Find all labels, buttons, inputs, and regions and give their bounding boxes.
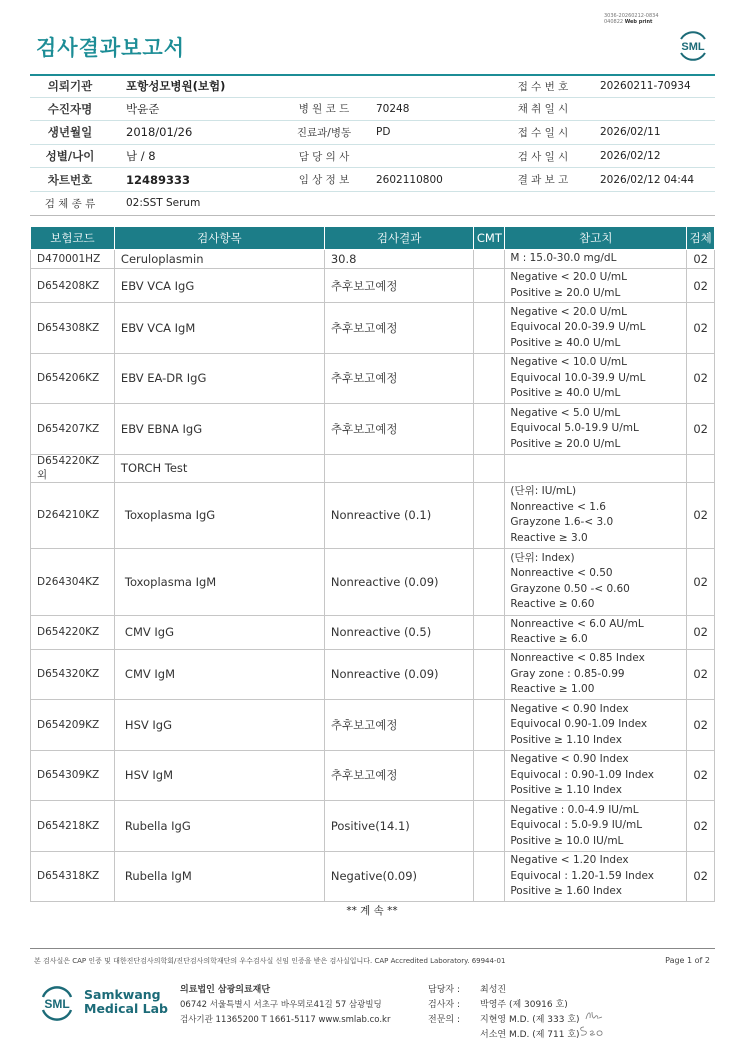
accreditation-note: 본 검사실은 CAP 인증 및 대한진단검사의학회/진단검사의학재단의 우수검사실 신임 인증을 받은 검사실입니다. CAP Accredited Laboratory. 69944-01 (34, 957, 506, 965)
hospital-value: 포항성모병원(보험) (126, 79, 226, 94)
test-date-label: 검 사 일 시 (517, 150, 569, 163)
code: D264210KZ (31, 482, 115, 549)
clinical-value: 2602110800 (376, 173, 443, 186)
test-item: CMV IgG (114, 615, 324, 649)
report-label: 결 과 보 고 (517, 174, 569, 187)
brand-line2: Medical Lab (84, 1001, 168, 1016)
reference-line: Equivocal 5.0-19.9 U/mL (510, 422, 639, 434)
code: D654320KZ (31, 649, 115, 700)
test-item: EBV EBNA IgG (114, 404, 324, 455)
svg-text:SML: SML (681, 41, 705, 53)
specimen-code: 02 (687, 851, 715, 902)
reference-range (505, 750, 687, 801)
print-code-line1: 3036-20260212-0834 (604, 13, 659, 19)
test-item: TORCH Test (114, 454, 324, 482)
print-code (604, 13, 659, 25)
dob-label: 생년월일 (47, 125, 93, 140)
cmt-cell (474, 303, 505, 354)
chart-no-value: 12489333 (126, 172, 191, 187)
hosp-code-value: 70248 (376, 102, 410, 115)
table-row (31, 303, 715, 354)
reference-line: Equivocal : 0.90-1.09 Index (510, 768, 654, 781)
test-item: Ceruloplasmin (114, 250, 324, 269)
page-number: Page 1 of 2 (665, 956, 710, 965)
reference-line: Equivocal : 5.0-9.9 IU/mL (510, 819, 643, 831)
code: D654220KZ (31, 615, 115, 649)
receipt-date-value: 2026/02/11 (600, 126, 661, 139)
reference-line: Nonreactive < 1.6 (510, 500, 606, 513)
report-value: 2026/02/12 04:44 (600, 173, 695, 186)
cmt-cell (474, 454, 505, 482)
code: D264304KZ (31, 549, 115, 616)
specimen-code: 02 (687, 615, 715, 649)
manager-line: 담당자 : 최성진 (428, 985, 507, 995)
org-address: 06742 서울특별시 서초구 바우뫼로41길 57 삼광빌딩 (180, 1000, 382, 1010)
test-item: Toxoplasma IgM (114, 549, 324, 616)
info-row-4 (30, 145, 715, 169)
table-row (31, 250, 715, 269)
print-code-line2: 040822 Web print (604, 19, 653, 25)
reference-line: M : 15.0-30.0 mg/dL (510, 252, 617, 265)
code: D654209KZ (31, 700, 115, 751)
table-row (31, 750, 715, 801)
brand-line1: Samkwang (84, 987, 161, 1002)
col-header-ref: 참고치 (505, 227, 687, 250)
table-row (31, 549, 715, 616)
specialist-line2: 서소연 M.D. (제 711 호) (480, 1030, 580, 1040)
specimen-code: 02 (687, 269, 715, 303)
reference-line: Grayzone 1.6-< 3.0 (510, 516, 614, 529)
table-row (31, 482, 715, 549)
table-row (31, 801, 715, 852)
info-row-3 (30, 121, 715, 145)
test-result: Nonreactive (0.5) (324, 615, 474, 649)
specimen-code: 02 (687, 250, 715, 269)
reference-range (505, 482, 687, 549)
test-result (324, 454, 474, 482)
dept-value: PD (376, 126, 391, 139)
test-item: Toxoplasma IgG (114, 482, 324, 549)
reference-line: Positive ≥ 1.10 Index (510, 784, 622, 796)
test-result: Nonreactive (0.09) (324, 649, 474, 700)
specimen-code: 02 (687, 801, 715, 852)
col-header-cmt: CMT (474, 227, 505, 250)
test-result: 추후보고예정 (324, 303, 474, 354)
reference-range (505, 615, 687, 649)
test-result: 30.8 (324, 250, 474, 269)
table-row (31, 649, 715, 700)
specimen-value: 02:SST Serum (126, 197, 201, 210)
table-row (31, 353, 715, 404)
receipt-date-label: 접 수 일 시 (517, 126, 569, 139)
table-row (31, 404, 715, 455)
doctor-label: 담 당 의 사 (298, 150, 350, 163)
signature-2 (578, 1024, 608, 1038)
reference-line: Positive ≥ 40.0 U/mL (510, 336, 621, 349)
hosp-code-label: 병 원 코 드 (298, 103, 350, 116)
dept-label: 진료과/병동 (296, 126, 352, 139)
sex-age-label: 성별/나이 (45, 149, 95, 164)
test-item: HSV IgG (114, 700, 324, 751)
reference-line: Negative < 5.0 U/mL (510, 406, 621, 419)
reference-range (505, 404, 687, 455)
continued-marker: ** 계 속 ** (346, 905, 398, 917)
reference-line: Equivocal 0.90-1.09 Index (510, 718, 648, 730)
chart-no-label: 차트번호 (47, 172, 93, 187)
table-row (31, 269, 715, 303)
specimen-code: 02 (687, 404, 715, 455)
reference-line: Gray zone : 0.85-0.99 (510, 667, 625, 680)
code: D654220KZ외 (31, 454, 115, 482)
org-contact: 검사기관 11365200 T 1661-5117 www.smlab.co.kr (180, 1015, 391, 1025)
reference-line: Equivocal : 1.20-1.59 Index (510, 869, 654, 882)
test-result: 추후보고예정 (324, 700, 474, 751)
reference-line: Positive ≥ 10.0 IU/mL (510, 834, 624, 847)
receipt-no-label: 접 수 번 호 (517, 80, 569, 93)
cmt-cell (474, 250, 505, 269)
cmt-cell (474, 269, 505, 303)
col-header-code: 보험코드 (31, 227, 115, 250)
reference-line: Negative < 10.0 U/mL (510, 356, 627, 368)
specimen-label: 검 체 종 류 (44, 197, 96, 210)
reference-line: Negative < 20.0 U/mL (510, 305, 627, 318)
test-result: Nonreactive (0.1) (324, 482, 474, 549)
footer-staff (428, 983, 580, 1043)
reference-range (505, 269, 687, 303)
reference-line: Reactive ≥ 0.60 (510, 598, 595, 611)
reference-line: Equivocal 10.0-39.9 U/mL (510, 371, 646, 384)
reference-line: Positive ≥ 1.10 Index (510, 733, 622, 746)
cmt-cell (474, 649, 505, 700)
test-item: HSV IgM (114, 750, 324, 801)
specimen-code: 02 (687, 549, 715, 616)
test-item: EBV VCA IgM (114, 303, 324, 354)
cmt-cell (474, 404, 505, 455)
code: D470001HZ (31, 250, 115, 269)
reference-line: (단위: IU/mL) (510, 485, 577, 498)
col-header-item: 검사항목 (114, 227, 324, 250)
cmt-cell (474, 615, 505, 649)
svg-text:SML: SML (44, 997, 70, 1011)
specimen-code (687, 454, 715, 482)
reference-range (505, 801, 687, 852)
footer-brand (84, 988, 168, 1016)
sml-logo (673, 25, 713, 65)
receipt-no-value: 20260211-70934 (600, 80, 691, 93)
table-row (31, 851, 715, 902)
reference-line: Negative < 20.0 U/mL (510, 271, 627, 283)
specimen-code: 02 (687, 353, 715, 404)
reference-line: Grayzone 0.50 -< 0.60 (510, 582, 630, 595)
dob-value: 2018/01/26 (126, 125, 193, 140)
reference-line: Reactive ≥ 3.0 (510, 531, 588, 544)
cmt-cell (474, 750, 505, 801)
reference-line: Negative < 0.90 Index (510, 702, 629, 715)
code: D654318KZ (31, 851, 115, 902)
col-header-result: 검사결과 (324, 227, 474, 250)
signature-1 (583, 1008, 605, 1022)
results-body (31, 250, 715, 902)
reference-range (505, 250, 687, 269)
cmt-cell (474, 851, 505, 902)
name-label: 수진자명 (47, 101, 93, 116)
col-header-specimen: 검체 (687, 227, 715, 250)
footer-org (180, 983, 390, 1028)
reference-range (505, 454, 687, 482)
reference-line: Reactive ≥ 6.0 (510, 633, 588, 645)
reference-line: Positive ≥ 1.60 Index (510, 885, 622, 897)
reference-line: Negative : 0.0-4.9 IU/mL (510, 803, 639, 816)
test-result: 추후보고예정 (324, 404, 474, 455)
code: D654208KZ (31, 269, 115, 303)
test-item: EBV VCA IgG (114, 269, 324, 303)
reference-line: Positive ≥ 20.0 U/mL (510, 437, 621, 450)
test-item: Rubella IgG (114, 801, 324, 852)
test-result: 추후보고예정 (324, 750, 474, 801)
reference-line: Negative < 1.20 Index (510, 854, 629, 866)
reference-line: (단위: Index) (510, 551, 575, 564)
reference-line: Positive ≥ 20.0 U/mL (510, 286, 621, 299)
test-item: EBV EA-DR IgG (114, 353, 324, 404)
clinical-label: 임 상 정 보 (298, 174, 350, 187)
tester-line: 검사자 : 박영주 (제 30916 호) (428, 1000, 568, 1010)
test-result: Nonreactive (0.09) (324, 549, 474, 616)
test-result: Negative(0.09) (324, 851, 474, 902)
cmt-cell (474, 353, 505, 404)
results-table (30, 226, 715, 902)
footer-divider (30, 948, 715, 949)
sml-footer-logo (36, 982, 78, 1024)
specimen-code: 02 (687, 303, 715, 354)
specimen-code: 02 (687, 750, 715, 801)
test-date-value: 2026/02/12 (600, 150, 661, 163)
code: D654207KZ (31, 404, 115, 455)
specimen-code: 02 (687, 482, 715, 549)
code: D654206KZ (31, 353, 115, 404)
specialist-line1: 전문의 : 지현영 M.D. (제 333 호) (428, 1015, 580, 1025)
test-result: Positive(14.1) (324, 801, 474, 852)
reference-line: Negative < 0.90 Index (510, 753, 629, 765)
cmt-cell (474, 700, 505, 751)
cmt-cell (474, 801, 505, 852)
cmt-cell (474, 549, 505, 616)
test-result: 추후보고예정 (324, 353, 474, 404)
reference-line: Nonreactive < 0.50 (510, 567, 613, 580)
code: D654309KZ (31, 750, 115, 801)
reference-range (505, 649, 687, 700)
test-item: CMV IgM (114, 649, 324, 700)
name-value: 박윤준 (126, 101, 160, 116)
code: D654218KZ (31, 801, 115, 852)
reference-line: Nonreactive < 0.85 Index (510, 652, 645, 664)
results-header-row (31, 227, 715, 250)
hospital-label: 의뢰기관 (47, 79, 93, 94)
reference-line: Nonreactive < 6.0 AU/mL (510, 617, 644, 630)
reference-range (505, 700, 687, 751)
reference-line: Reactive ≥ 1.00 (510, 683, 595, 695)
reference-range (505, 353, 687, 404)
table-row (31, 615, 715, 649)
test-item: Rubella IgM (114, 851, 324, 902)
reference-range (505, 303, 687, 354)
table-row (31, 454, 715, 482)
report-title: 검사결과보고서 (36, 36, 186, 60)
org-name: 의료법인 삼광의료재단 (180, 985, 271, 995)
reference-range (505, 851, 687, 902)
sex-age-value: 남 / 8 (126, 149, 156, 164)
table-row (31, 700, 715, 751)
collect-date-label: 채 취 일 시 (517, 103, 569, 116)
info-row-1 (30, 74, 715, 98)
reference-range (505, 549, 687, 616)
info-row-2 (30, 98, 715, 122)
specimen-code: 02 (687, 649, 715, 700)
test-result: 추후보고예정 (324, 269, 474, 303)
reference-line: Equivocal 20.0-39.9 U/mL (510, 321, 646, 333)
patient-info (30, 74, 715, 216)
cmt-cell (474, 482, 505, 549)
code: D654308KZ (31, 303, 115, 354)
info-row-5 (30, 168, 715, 192)
info-row-6 (30, 192, 715, 216)
reference-line: Positive ≥ 40.0 U/mL (510, 387, 621, 399)
specimen-code: 02 (687, 700, 715, 751)
